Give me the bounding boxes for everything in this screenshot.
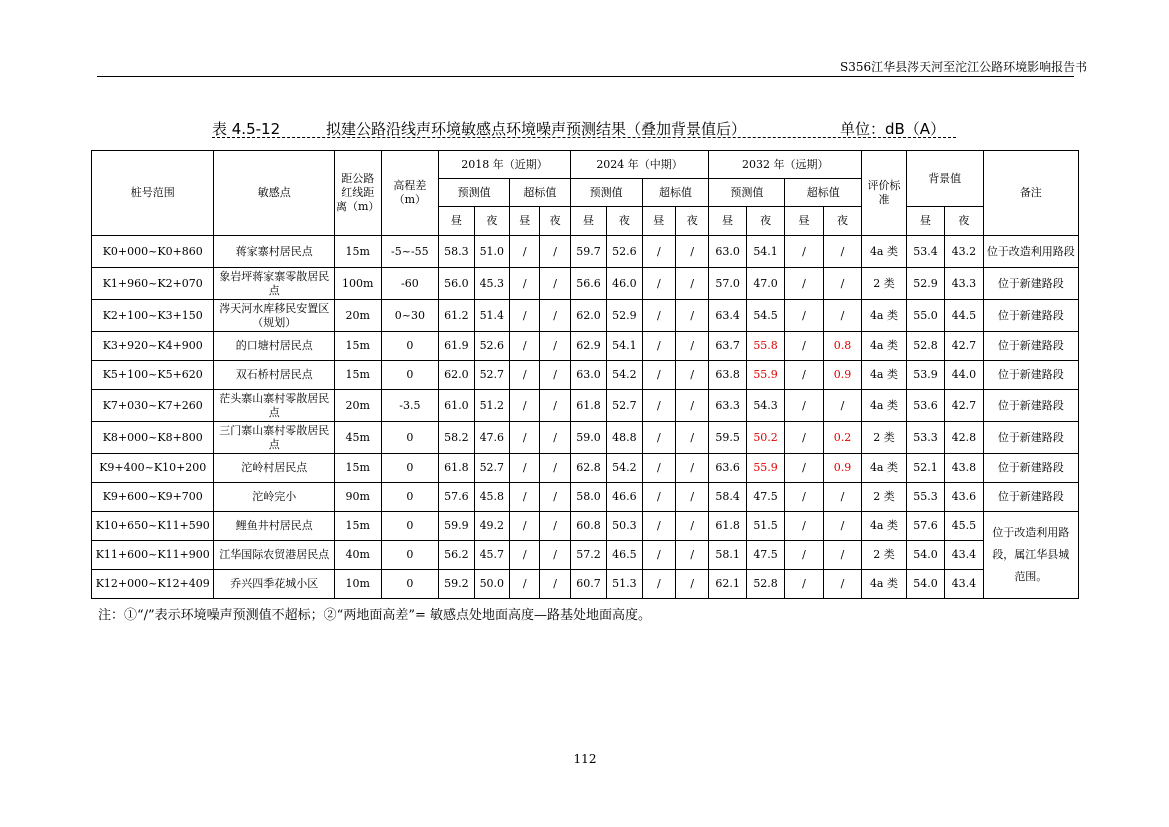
table-cell: 乔兴四季花城小区 (214, 570, 334, 599)
day-header: 昼 (570, 207, 606, 236)
header-chaobiao: 超标值 (510, 179, 571, 207)
table-caption-unit: 单位：dB（A） (840, 120, 946, 138)
table-row (92, 512, 1079, 541)
table-cell: / (642, 268, 675, 300)
table-cell: 45.8 (474, 483, 509, 512)
table-cell: 52.8 (746, 570, 784, 599)
table-cell: K10+650~K11+590 (92, 512, 214, 541)
table-cell: 46.0 (607, 268, 642, 300)
table-cell: 52.7 (474, 361, 509, 390)
table-cell: 4a 类 (862, 300, 907, 332)
table-cell: 涔天河水库移民安置区（规划） (214, 300, 334, 332)
table-cell: 双石桥村居民点 (214, 361, 334, 390)
table-cell: K9+400~K10+200 (92, 454, 214, 483)
table-cell: 63.0 (709, 236, 746, 268)
table-cell: 43.4 (945, 541, 983, 570)
table-cell: 54.1 (607, 332, 642, 361)
table-cell: 56.0 (439, 268, 474, 300)
table-cell: K3+920~K4+900 (92, 332, 214, 361)
table-cell: 59.5 (709, 422, 746, 454)
day-header: 昼 (510, 207, 540, 236)
table-cell: 61.2 (439, 300, 474, 332)
table-cell: 54.1 (746, 236, 784, 268)
table-cell: / (642, 512, 675, 541)
table-cell: K11+600~K11+900 (92, 541, 214, 570)
table-row (92, 236, 1079, 268)
table-cell: 0 (381, 454, 439, 483)
table-cell: 4a 类 (862, 454, 907, 483)
table-cell: 47.5 (746, 483, 784, 512)
table-cell: 15m (334, 512, 381, 541)
table-cell: / (510, 512, 540, 541)
table-cell: 53.4 (906, 236, 944, 268)
table-cell: 45.5 (945, 512, 983, 541)
table-cell: 59.9 (439, 512, 474, 541)
table-cell: 62.0 (570, 300, 606, 332)
table-cell: 48.8 (607, 422, 642, 454)
table-cell: / (540, 268, 570, 300)
night-header: 夜 (676, 207, 709, 236)
table-row (92, 454, 1079, 483)
header-zhuanghao: 桩号范围 (92, 151, 214, 236)
table-cell: 蒋家寨村居民点 (214, 236, 334, 268)
table-cell: 位于改造利用路段 (983, 236, 1078, 268)
table-cell: / (823, 300, 861, 332)
night-header: 夜 (474, 207, 509, 236)
table-cell: 52.1 (906, 454, 944, 483)
table-cell: 46.6 (607, 483, 642, 512)
table-cell: 51.5 (746, 512, 784, 541)
table-cell: 55.9 (746, 361, 784, 390)
table-cell: 2 类 (862, 541, 907, 570)
table-cell: / (540, 390, 570, 422)
table-cell: 位于新建路段 (983, 454, 1078, 483)
table-cell: / (785, 332, 823, 361)
table-cell: / (642, 483, 675, 512)
table-cell: / (823, 483, 861, 512)
table-cell: K12+000~K12+409 (92, 570, 214, 599)
table-cell: / (540, 512, 570, 541)
table-cell: 20m (334, 390, 381, 422)
table-cell: 43.8 (945, 454, 983, 483)
table-cell: 54.2 (607, 454, 642, 483)
table-cell: 51.0 (474, 236, 509, 268)
table-cell: 15m (334, 361, 381, 390)
day-header: 昼 (439, 207, 474, 236)
table-row (92, 300, 1079, 332)
table-cell: 0.9 (823, 454, 861, 483)
header-yuce: 预测值 (439, 179, 510, 207)
table-cell: 54.3 (746, 390, 784, 422)
table-cell: 59.2 (439, 570, 474, 599)
table-cell: / (785, 570, 823, 599)
table-cell: / (785, 268, 823, 300)
table-cell: 43.6 (945, 483, 983, 512)
table-cell: 44.0 (945, 361, 983, 390)
table-cell: 三门寨山寨村零散居民点 (214, 422, 334, 454)
table-cell: / (540, 300, 570, 332)
table-cell: 位于新建路段 (983, 332, 1078, 361)
table-cell: / (676, 300, 709, 332)
table-cell: 2 类 (862, 483, 907, 512)
table-cell: 42.8 (945, 422, 983, 454)
table-cell: 位于新建路段 (983, 268, 1078, 300)
day-header: 昼 (785, 207, 823, 236)
table-cell: / (823, 570, 861, 599)
table-cell: 位于新建路段 (983, 390, 1078, 422)
table-cell: / (540, 541, 570, 570)
table-cell: 51.4 (474, 300, 509, 332)
table-row (92, 268, 1079, 300)
table-cell: / (510, 483, 540, 512)
table-cell: / (785, 541, 823, 570)
table-cell: / (510, 570, 540, 599)
header-mingan: 敏感点 (214, 151, 334, 236)
table-row (92, 390, 1079, 422)
table-cell: 43.2 (945, 236, 983, 268)
table-cell: 0~30 (381, 300, 439, 332)
table-row (92, 332, 1079, 361)
table-cell: 63.3 (709, 390, 746, 422)
table-cell: / (510, 390, 540, 422)
table-cell: 47.6 (474, 422, 509, 454)
table-cell: 0.2 (823, 422, 861, 454)
table-cell: 45m (334, 422, 381, 454)
table-cell: / (676, 454, 709, 483)
table-cell: 位于新建路段 (983, 300, 1078, 332)
table-cell: 60.8 (570, 512, 606, 541)
table-cell: 53.6 (906, 390, 944, 422)
header-beijing: 背景值 (906, 151, 983, 207)
table-cell: / (642, 361, 675, 390)
table-cell: 20m (334, 300, 381, 332)
table-cell: / (823, 390, 861, 422)
table-cell: K7+030~K7+260 (92, 390, 214, 422)
table-cell: 58.0 (570, 483, 606, 512)
table-cell: / (785, 300, 823, 332)
table-cell: 61.8 (709, 512, 746, 541)
table-cell: 52.7 (474, 454, 509, 483)
table-cell: / (823, 236, 861, 268)
table-cell: / (676, 361, 709, 390)
table-cell: / (676, 390, 709, 422)
table-cell: 58.2 (439, 422, 474, 454)
table-cell: 63.6 (709, 454, 746, 483)
night-header: 夜 (540, 207, 570, 236)
table-cell: 15m (334, 332, 381, 361)
table-cell: / (676, 332, 709, 361)
table-cell: / (676, 422, 709, 454)
table-cell: 0 (381, 512, 439, 541)
table-cell: 43.4 (945, 570, 983, 599)
table-cell: 2 类 (862, 268, 907, 300)
night-header: 夜 (746, 207, 784, 236)
table-cell: 沱岭村居民点 (214, 454, 334, 483)
table-cell: 鲤鱼井村居民点 (214, 512, 334, 541)
table-cell: 52.7 (607, 390, 642, 422)
table-cell: 54.0 (906, 570, 944, 599)
table-cell: -3.5 (381, 390, 439, 422)
table-cell: 4a 类 (862, 390, 907, 422)
table-cell: 42.7 (945, 332, 983, 361)
table-cell: 54.5 (746, 300, 784, 332)
table-cell: 61.8 (439, 454, 474, 483)
table-cell: 50.2 (746, 422, 784, 454)
table-cell: 54.2 (607, 361, 642, 390)
table-cell: 51.3 (607, 570, 642, 599)
table-cell: 53.9 (906, 361, 944, 390)
table-cell: / (510, 268, 540, 300)
table-cell: 0 (381, 541, 439, 570)
table-cell: 43.3 (945, 268, 983, 300)
table-cell: 57.2 (570, 541, 606, 570)
table-cell: 55.0 (906, 300, 944, 332)
table-cell: 53.3 (906, 422, 944, 454)
table-cell: 江华国际农贸港居民点 (214, 541, 334, 570)
table-cell: / (676, 570, 709, 599)
table-cell: 0.9 (823, 361, 861, 390)
table-cell: 45.3 (474, 268, 509, 300)
table-caption-title: 拟建公路沿线声环境敏感点环境噪声预测结果（叠加背景值后） (326, 120, 747, 138)
day-header: 昼 (906, 207, 944, 236)
header-chaobiao: 超标值 (642, 179, 709, 207)
table-cell: / (676, 268, 709, 300)
table-cell: 47.5 (746, 541, 784, 570)
table-cell: / (540, 236, 570, 268)
table-cell: 57.0 (709, 268, 746, 300)
table-cell: 15m (334, 454, 381, 483)
table-cell: / (540, 422, 570, 454)
table-cell: 沱岭完小 (214, 483, 334, 512)
table-cell: / (540, 570, 570, 599)
table-cell: / (540, 361, 570, 390)
table-cell: 62.1 (709, 570, 746, 599)
table-cell: 62.9 (570, 332, 606, 361)
day-header: 昼 (709, 207, 746, 236)
table-cell: / (540, 332, 570, 361)
table-cell: 63.8 (709, 361, 746, 390)
table-cell: / (823, 268, 861, 300)
table-cell: 4a 类 (862, 236, 907, 268)
header-rule (97, 76, 1074, 77)
table-cell: 52.9 (906, 268, 944, 300)
table-cell: 46.5 (607, 541, 642, 570)
night-header: 夜 (945, 207, 983, 236)
table-cell: 58.1 (709, 541, 746, 570)
table-cell: 54.0 (906, 541, 944, 570)
table-cell: -5~-55 (381, 236, 439, 268)
table-cell: 2 类 (862, 422, 907, 454)
header-year-2018: 2018 年（近期） (439, 151, 571, 179)
table-cell: K0+000~K0+860 (92, 236, 214, 268)
table-cell: 50.0 (474, 570, 509, 599)
table-cell: K5+100~K5+620 (92, 361, 214, 390)
table-cell: 59.0 (570, 422, 606, 454)
table-caption-number: 表 4.5-12 (212, 120, 281, 138)
table-cell: / (510, 541, 540, 570)
table-cell: K2+100~K3+150 (92, 300, 214, 332)
table-cell: 40m (334, 541, 381, 570)
table-cell: 的口塘村居民点 (214, 332, 334, 361)
table-cell: / (785, 512, 823, 541)
table-cell: 61.8 (570, 390, 606, 422)
merged-remark-cell: 位于改造利用路段，属江华县城范围。 (983, 512, 1078, 599)
table-cell: 0.8 (823, 332, 861, 361)
table-cell: 59.7 (570, 236, 606, 268)
table-cell: 90m (334, 483, 381, 512)
table-cell: 位于新建路段 (983, 483, 1078, 512)
table-cell: / (642, 422, 675, 454)
header-year-2024: 2024 年（中期） (570, 151, 709, 179)
table-cell: 58.4 (709, 483, 746, 512)
table-cell: 位于新建路段 (983, 422, 1078, 454)
table-cell: / (510, 236, 540, 268)
table-cell: 61.9 (439, 332, 474, 361)
table-cell: 0 (381, 483, 439, 512)
table-cell: 47.0 (746, 268, 784, 300)
night-header: 夜 (607, 207, 642, 236)
table-row (92, 422, 1079, 454)
table-cell: 58.3 (439, 236, 474, 268)
table-cell: 52.8 (906, 332, 944, 361)
table-cell: 63.0 (570, 361, 606, 390)
table-row (92, 361, 1079, 390)
table-footnote: 注：①“/”表示环境噪声预测值不超标；②“两地面高差”= 敏感点处地面高度—路基处地面高度。 (98, 608, 651, 623)
noise-prediction-table (91, 150, 1079, 599)
table-cell: 52.6 (474, 332, 509, 361)
table-cell: 45.7 (474, 541, 509, 570)
table-cell: / (510, 422, 540, 454)
table-cell: 51.2 (474, 390, 509, 422)
table-cell: 49.2 (474, 512, 509, 541)
table-cell: / (510, 300, 540, 332)
table-cell: 0 (381, 332, 439, 361)
table-cell: / (676, 512, 709, 541)
table-cell: / (785, 361, 823, 390)
table-cell: / (676, 236, 709, 268)
table-cell: 56.2 (439, 541, 474, 570)
table-cell: 4a 类 (862, 512, 907, 541)
table-cell: 55.8 (746, 332, 784, 361)
table-cell: 57.6 (906, 512, 944, 541)
table-cell: 100m (334, 268, 381, 300)
table-cell: 62.8 (570, 454, 606, 483)
table-cell: / (642, 454, 675, 483)
table-cell: / (642, 332, 675, 361)
table-cell: / (642, 300, 675, 332)
table-cell: K9+600~K9+700 (92, 483, 214, 512)
table-cell: / (510, 454, 540, 483)
table-cell: 42.7 (945, 390, 983, 422)
table-cell: / (823, 512, 861, 541)
header-pingjia: 评价标准 (862, 151, 907, 236)
table-cell: 63.7 (709, 332, 746, 361)
table-cell: / (676, 541, 709, 570)
table-row (92, 570, 1079, 599)
table-cell: 55.3 (906, 483, 944, 512)
table-cell: 10m (334, 570, 381, 599)
table-cell: K8+000~K8+800 (92, 422, 214, 454)
table-cell: / (785, 454, 823, 483)
table-cell: / (642, 541, 675, 570)
table-cell: 44.5 (945, 300, 983, 332)
table-cell: 0 (381, 422, 439, 454)
table-cell: / (540, 454, 570, 483)
table-cell: 4a 类 (862, 332, 907, 361)
table-cell: 52.6 (607, 236, 642, 268)
table-cell: 4a 类 (862, 361, 907, 390)
day-header: 昼 (642, 207, 675, 236)
header-year-2032: 2032 年（远期） (709, 151, 862, 179)
table-cell: 52.9 (607, 300, 642, 332)
table-cell: / (785, 236, 823, 268)
table-cell: / (823, 541, 861, 570)
table-cell: / (642, 390, 675, 422)
table-cell: / (510, 332, 540, 361)
table-cell: 象岩坪蒋家寨零散居民点 (214, 268, 334, 300)
table-cell: 50.3 (607, 512, 642, 541)
table-cell: K1+960~K2+070 (92, 268, 214, 300)
header-yuce: 预测值 (709, 179, 785, 207)
night-header: 夜 (823, 207, 861, 236)
table-cell: / (642, 236, 675, 268)
table-cell: / (642, 570, 675, 599)
caption-underline (212, 137, 956, 138)
table-cell: / (676, 483, 709, 512)
table-cell: 15m (334, 236, 381, 268)
report-header-title: S356江华县涔天河至沱江公路环境影响报告书 (840, 60, 1088, 74)
table-cell: 4a 类 (862, 570, 907, 599)
header-gaocheng: 高程差（m） (381, 151, 439, 236)
table-cell: 0 (381, 570, 439, 599)
table-cell: 55.9 (746, 454, 784, 483)
table-cell: 0 (381, 361, 439, 390)
header-juli: 距公路红线距离（m） (334, 151, 381, 236)
table-cell: / (785, 390, 823, 422)
header-yuce: 预测值 (570, 179, 642, 207)
table-cell: 57.6 (439, 483, 474, 512)
table-cell: 位于新建路段 (983, 361, 1078, 390)
table-cell: 茫头寨山寨村零散居民点 (214, 390, 334, 422)
table-cell: 61.0 (439, 390, 474, 422)
table-cell: 62.0 (439, 361, 474, 390)
table-cell: 56.6 (570, 268, 606, 300)
table-cell: / (510, 361, 540, 390)
table-cell: / (785, 483, 823, 512)
table-row (92, 541, 1079, 570)
table-row (92, 483, 1079, 512)
table-cell: / (540, 483, 570, 512)
table-cell: -60 (381, 268, 439, 300)
table-cell: / (785, 422, 823, 454)
table-cell: 60.7 (570, 570, 606, 599)
header-beizhu: 备注 (983, 151, 1078, 236)
header-chaobiao: 超标值 (785, 179, 862, 207)
table-cell: 63.4 (709, 300, 746, 332)
page-number: 112 (573, 752, 597, 766)
